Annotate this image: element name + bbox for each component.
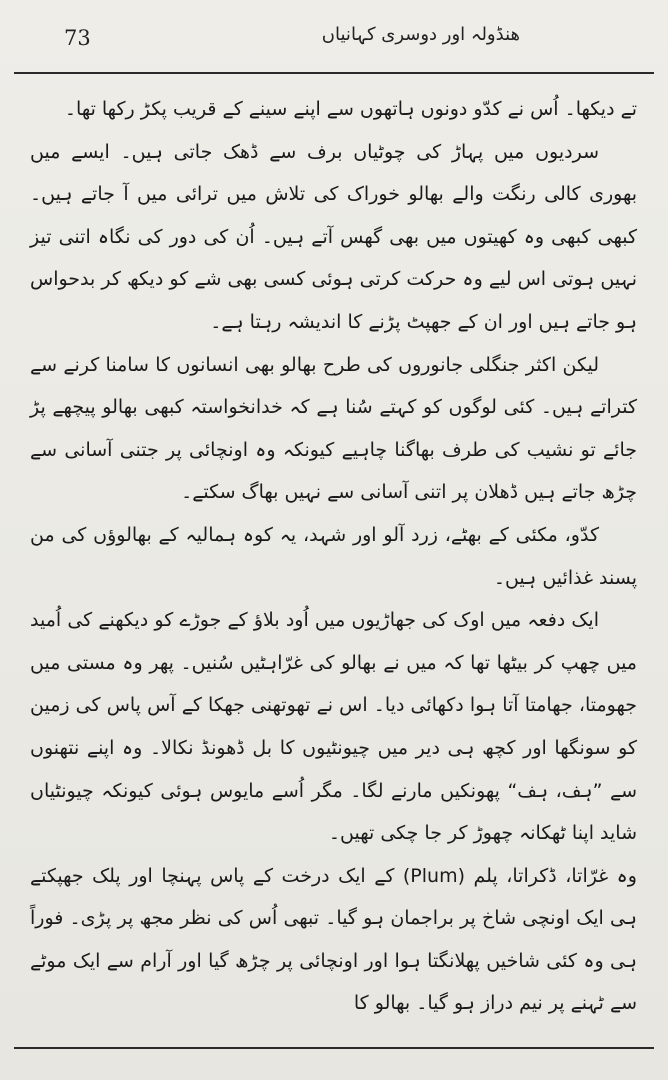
header-rule <box>14 72 654 74</box>
paragraph: کدّو، مکئی کے بھٹے، زرد آلو اور شہد، یہ کوہ ہمالیہ کے بھالوؤں کی من پسند غذائیں ہیں۔ <box>30 523 637 589</box>
footer-rule <box>14 1047 654 1049</box>
paragraph: وہ غرّاتا، ڈکراتا، پلم (Plum) کے ایک درخت کے پاس پہنچا اور پلک جھپکتے ہی ایک اونچی شاخ پر براجمان ہو گیا۔ تبھی اُس کی نظر مجھ پر پڑی۔ فوراً ہی وہ کئی شاخیں پھلانگتا ہوا اور اونچائی پر چڑھ گیا اور آرام سے ایک موٹے سے ٹہنے پر نیم دراز ہو گیا۔ بھالو کا <box>30 864 637 1015</box>
page-body <box>30 88 637 1025</box>
paragraph: لیکن اکثر جنگلی جانوروں کی طرح بھالو بھی انسانوں کا سامنا کرنے سے کتراتے ہیں۔ کئی لوگوں کو کہتے سُنا ہے کہ خدانخواستہ کبھی بھالو پیچھے پڑ جائے تو نشیب کی طرف بھاگنا چاہیے کیونکہ وہ اونچائی پر جتنی آسانی سے چڑھ جاتے ہیں ڈھلان پر اتنی آسانی سے نہیں بھاگ سکتے۔ <box>30 353 637 504</box>
paragraph: ایک دفعہ میں اوک کی جھاڑیوں میں اُود بلاؤ کے جوڑے کو دیکھنے کی اُمید میں چھپ کر بیٹھا تھا کہ میں نے بھالو کی غرّاہٹیں سُنیں۔ پھر وہ مستی میں جھومتا، جھامتا آتا ہوا دکھائی دیا۔ اس نے تھوتھنی جھکا کے آس پاس کی زمین کو سونگھا اور کچھ ہی دیر میں چیونٹیوں کا بل ڈھونڈ نکالا۔ وہ اپنے نتھنوں سے ”ہف، ہف“ پھونکیں مارنے لگا۔ مگر اُسے مایوس ہوئی کیونکہ چیونٹیاں شاید اپنا ٹھکانہ چھوڑ کر جا چکی تھیں۔ <box>30 609 637 845</box>
paragraph: تے دیکھا۔ اُس نے کدّو دونوں ہاتھوں سے اپنے سینے کے قریب پکڑ رکھا تھا۔ <box>64 98 637 120</box>
running-title: ھنڈولہ اور دوسری کہانیاں <box>321 24 520 45</box>
page-number: 73 <box>64 26 91 50</box>
page-header <box>0 22 668 54</box>
paragraph: سردیوں میں پہاڑ کی چوٹیاں برف سے ڈھک جاتی ہیں۔ ایسے میں بھوری کالی رنگت والے بھالو خوراک کی تلاش میں ترائی میں آ جاتے ہیں۔ کبھی کبھی وہ کھیتوں میں بھی گھس آتے ہیں۔ اُن کی دور کی نگاہ اتنی تیز نہیں ہوتی اس لیے وہ حرکت کرتی ہوئی کسی بھی شے کو دیکھ کر بدحواس ہو جاتے ہیں اور ان کے جھپٹ پڑنے کا اندیشہ رہتا ہے۔ <box>30 140 637 333</box>
